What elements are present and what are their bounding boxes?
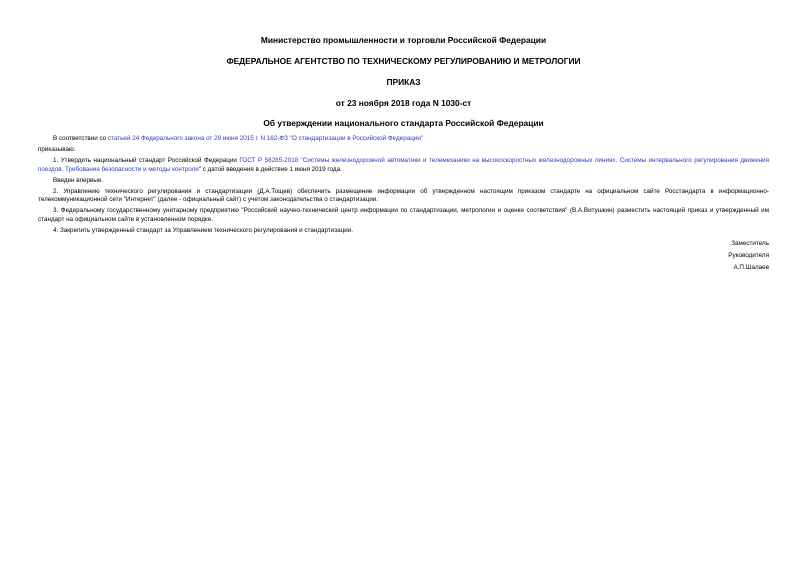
law-link[interactable]: статьей 24 Федерального закона от 29 июня 2015 г. N 162-ФЗ "О стандартизации в Российской Федерации"	[107, 135, 424, 142]
document-type: ПРИКАЗ	[386, 77, 421, 87]
intro-paragraph	[38, 135, 769, 144]
item-2: 2. Управлению технического регулирования и стандартизации (Д.А.Тощев) обеспечить размещение информации об утвержденном настоящим приказом стандарте на официальном сайте Росстандарта в информационно-телекоммуникационной сети "Интернет" (далее - официальный сайт) с учетом законодательства о стандартизации.	[38, 187, 769, 204]
signature-block	[728, 238, 769, 274]
signature-name: А.П.Шалаев	[733, 264, 769, 271]
document-subject: Об утверждении национального стандарта Российской Федерации	[263, 118, 544, 128]
standard-link[interactable]: ГОСТ Р 58285-2018 "Системы железнодорожной автоматики и телемеханики на высокоскоростных железнодорожных линиях. Системы интервального регулирования движения поездов. Требования безопасности и методы контроля	[38, 157, 769, 173]
item-3: 3. Федеральному государственному унитарному предприятию "Российский научно-технический центр информации по стандартизации, метрологии и оценке соответствия" (В.А.Витушкин) разместить настоящий приказ и утвержденный им стандарт на официальном сайте в установленном порядке.	[38, 207, 769, 223]
document-date-number: от 23 ноября 2018 года N 1030-ст	[335, 98, 472, 108]
signature-line-1: Заместитель	[731, 240, 769, 247]
signature-line-2: Руководителя	[728, 252, 769, 259]
item-1-suffix: " с датой введения в действие 1 июня 2019 года.	[198, 165, 342, 173]
item-1-prefix: 1. Утвердить национальный стандарт Российской Федерации	[53, 157, 240, 165]
ministry-title: Министерство промышленности и торговли Российской Федерации	[260, 35, 547, 45]
introduced-note: Введен впервые.	[53, 176, 104, 184]
item-4: 4. Закрепить утвержденный стандарт за Управлением технического регулирования и стандартизации.	[53, 227, 354, 235]
item-1	[38, 157, 769, 174]
agency-title: ФЕДЕРАЛЬНОЕ АГЕНТСТВО ПО ТЕХНИЧЕСКОМУ РЕГУЛИРОВАНИЮ И МЕТРОЛОГИИ	[226, 56, 581, 66]
order-word: приказываю:	[38, 146, 76, 154]
document-body	[38, 135, 769, 238]
intro-prefix: В соответствии со	[53, 135, 108, 142]
